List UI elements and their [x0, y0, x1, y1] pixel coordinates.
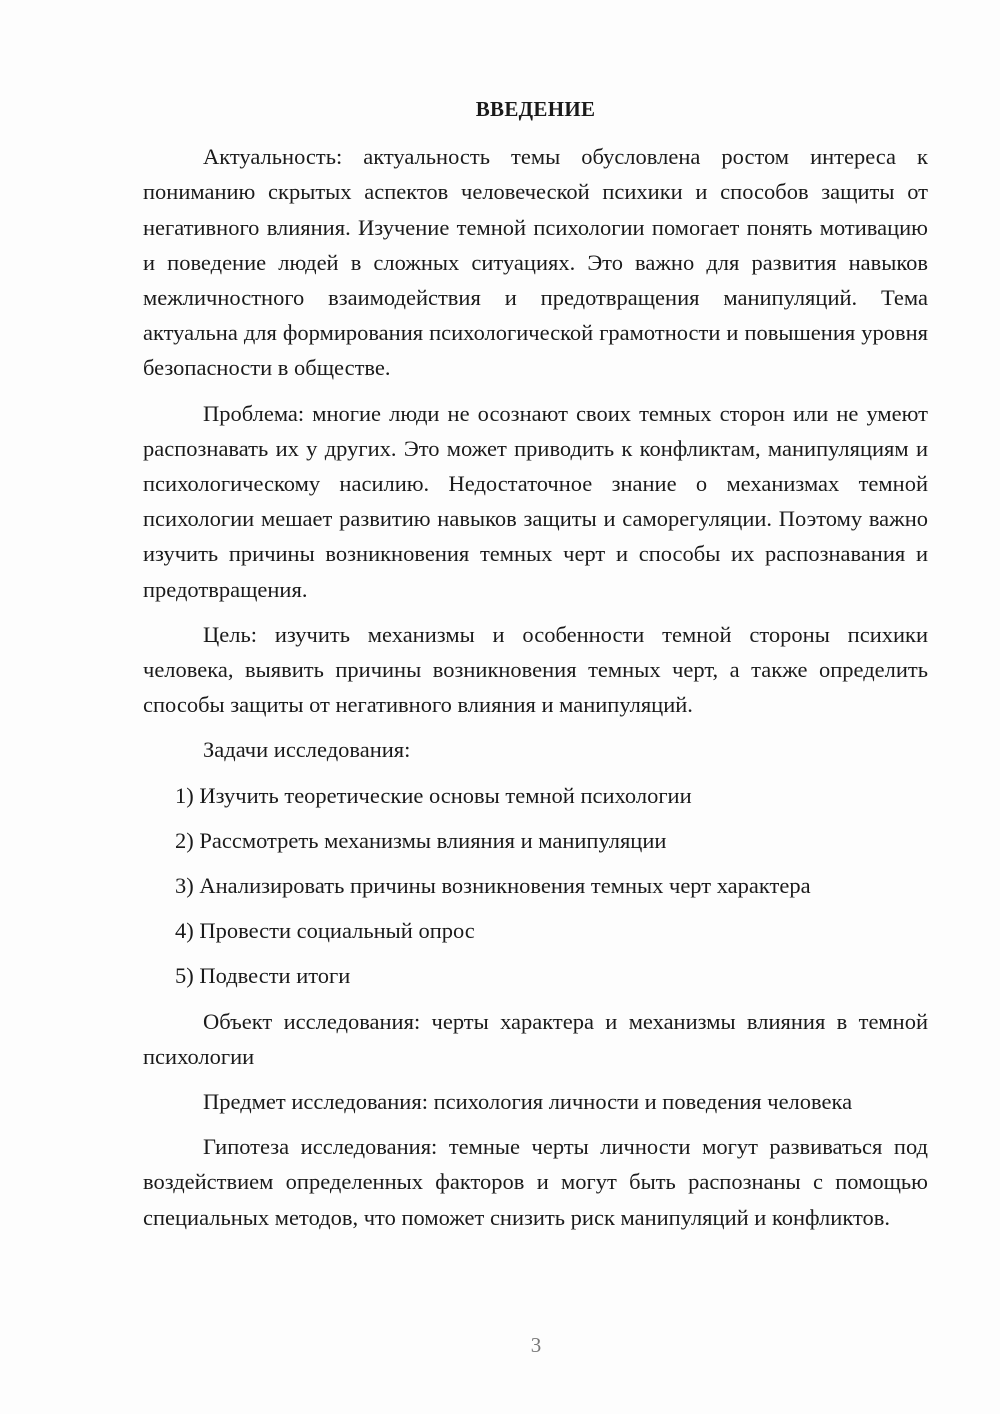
paragraph-object: Объект исследования: черты характера и механизмы влияния в темной психологии: [143, 1008, 928, 1069]
task-item: 2) Рассмотреть механизмы влияния и манипуляции: [175, 827, 667, 853]
tasks-heading: Задачи исследования:: [203, 737, 411, 763]
page-number: 3: [530, 1333, 542, 1357]
paragraph-goal: Цель: изучить механизмы и особенности темной стороны психики человека, выявить причины возникновения темных черт, а также определить способы защиты от негативного влияния и манипуляций.: [143, 621, 928, 718]
task-item: 3) Анализировать причины возникновения темных черт характера: [175, 873, 811, 899]
task-item: 1) Изучить теоретические основы темной психологии: [175, 782, 692, 808]
task-item: 4) Провести социальный опрос: [175, 918, 475, 944]
tasks-list: [143, 778, 928, 994]
document-body: [143, 92, 928, 1245]
paragraph-hypothesis: Гипотеза исследования: темные черты личности могут развиваться под воздействием определенных факторов и могут быть распознаны с помощью специальных методов, что поможет снизить риск манипуляций и конфликтов.: [143, 1134, 928, 1230]
task-item: 5) Подвести итоги: [175, 963, 351, 989]
paragraph-subject: Предмет исследования: психология личности и поведения человека: [203, 1089, 853, 1115]
paragraph-problem: Проблема: многие люди не осознают своих темных сторон или не умеют распознавать их у других. Это может приводить к конфликтам, манипуляциям и психологическому насилию. Недостаточное знание о механизмах темной психологии мешает развитию навыков защиты и саморегуляции. Поэтому важно изучить причины возникновения темных черт и способы их распознавания и предотвращения.: [143, 400, 928, 602]
section-title: ВВЕДЕНИЕ: [475, 97, 596, 121]
paragraph-relevance: Актуальность: актуальность темы обусловлена ростом интереса к пониманию скрытых аспектов человеческой психики и способов защиты от негативного влияния. Изучение темной психологии помогает понять мотивацию и поведение людей в сложных ситуациях. Это важно для развития навыков межличностного взаимодействия и предотвращения манипуляций. Тема актуальна для формирования психологической грамотности и повышения уровня безопасности в обществе.: [143, 144, 928, 381]
